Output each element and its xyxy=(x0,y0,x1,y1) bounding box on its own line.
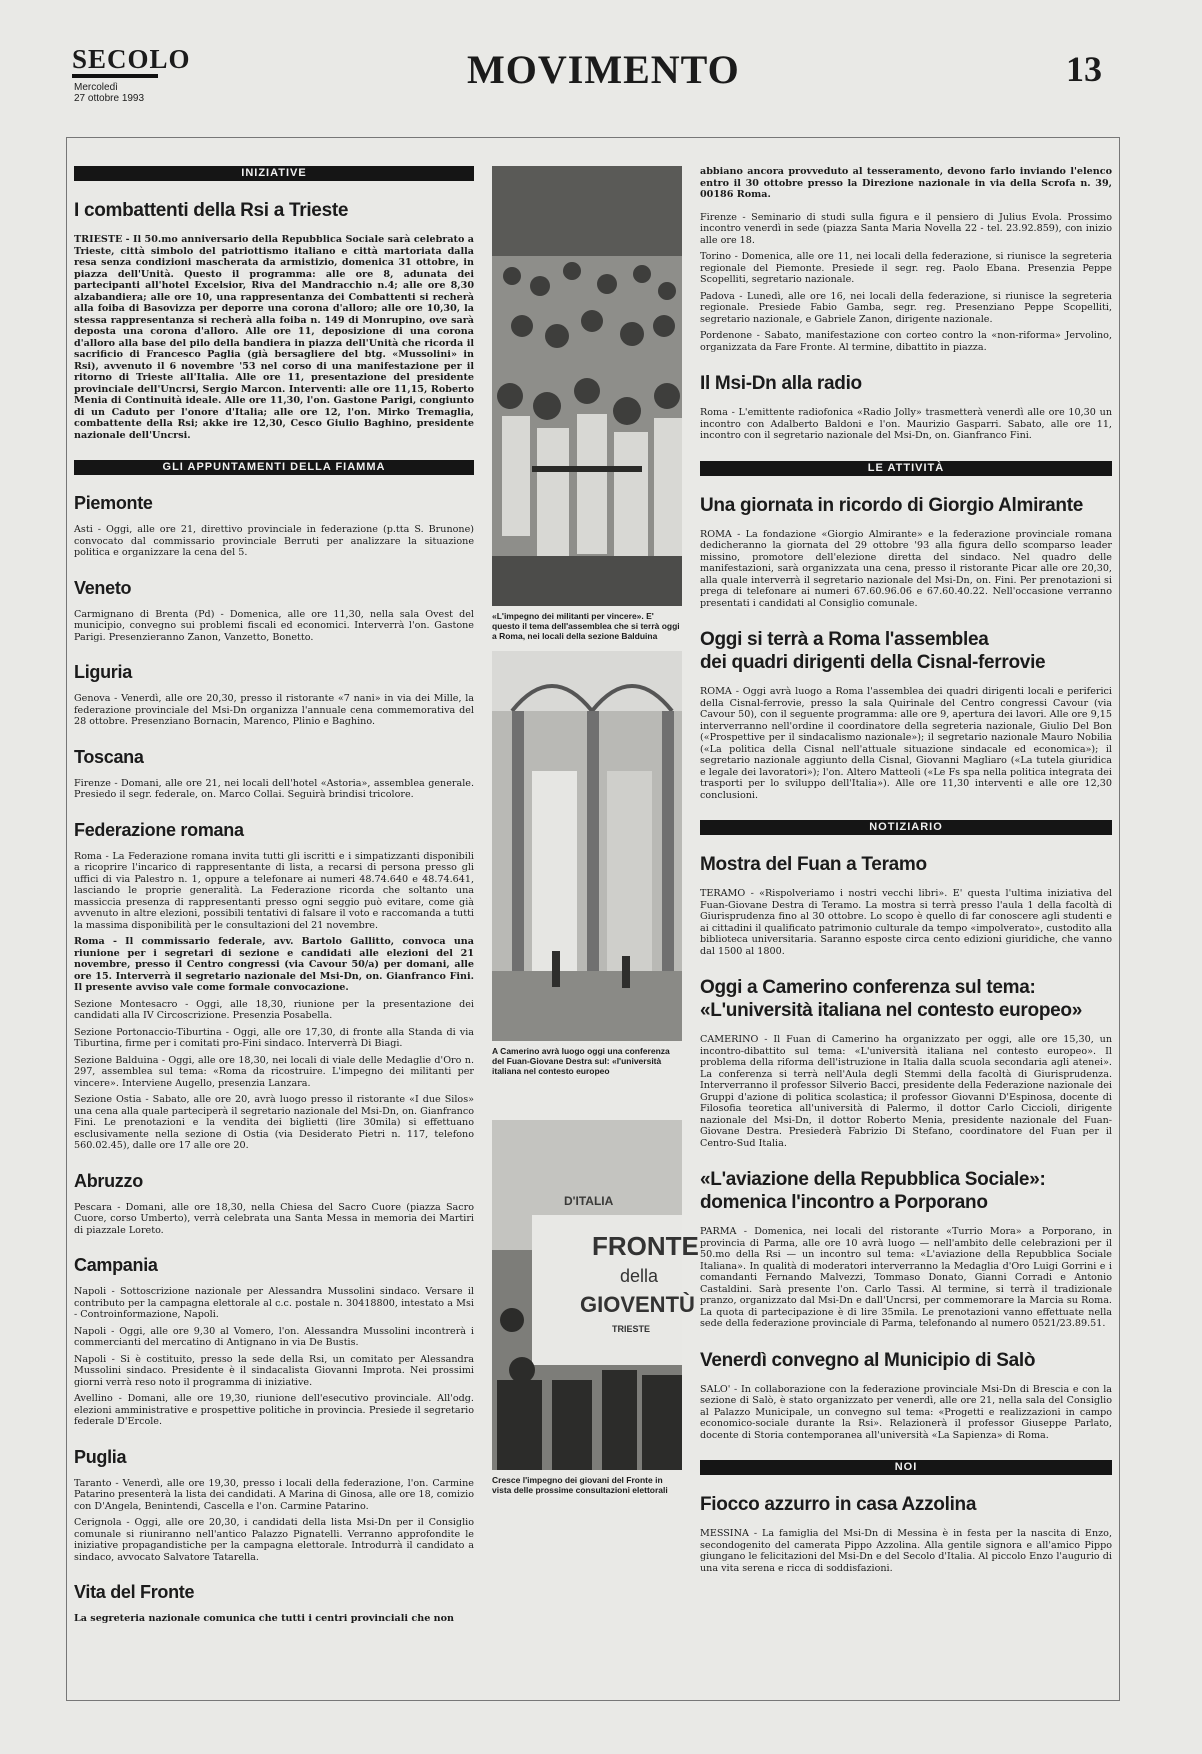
headline-aviazione-line1: «L'aviazione della Repubblica Sociale»: xyxy=(700,1169,1046,1190)
column-photos xyxy=(492,166,699,1716)
article-trieste: TRIESTE - Il 50.mo anniversario della Repubblica Sociale sarà celebrato a Trieste, città simbolo del patriottismo italiano e città martoriata dalla resa senza condizioni mascherata da armistizio, domenica 31 ottobre, in piazza dell'Unità. Questo il programma: alle ore 8, adunata dei partecipanti all'hotel Excelsior, Riva del Mandracchio n.4; alle ore 8,30 alzabandiera; alle ore 10, una rappresentanza dei Combattenti si recherà alla foiba di Basovizza per deporre una corona d'alloro; alle ore 10,30, la stessa rappresentanza si recherà alla foiba n. 149 di Monrupino, ove sarà deposta una corona d'alloro. Alle ore 11, deposizione di una corona d'alloro alla base del pilo della bandiera in piazza dell'Unità che ricorda il sacrificio di Francesco Paglia (già bersagliere del btg. «Mussolini» in Rsi), avvenuto il 6 novembre '53 nel corso di una manifestazione per il ritorno di Trieste all'Italia. Alle ore 11, presentazione del presidente provinciale dell'Uncrsi, Sergio Marcon. Interventi: alle ore 11,15, Roberto Menia di Continuità ideale. Alle ore 11,30, l'on. Gastone Parigi, congiunto di un Caduto per l'onore d'Italia; alle ore 12, l'on. Mirko Tremaglia, combattente della Rsi; akke ire 12,30, Cesco Giulio Baghino, presidente nazionale dell'Uncrsi. xyxy=(74,234,474,441)
crowd-illustration xyxy=(492,166,682,606)
heading-puglia: Puglia xyxy=(74,1446,127,1467)
heading-abruzzo: Abruzzo xyxy=(74,1170,143,1191)
text-campania-3: Napoli - Si è costituito, presso la sede della Rsi, un comitato per Alessandra Mussolini sindaco. Presidente è il sindacalista Giovanni Improta. Nei prossimi giorni verrà reso noto il programma di iniziative. xyxy=(74,1353,474,1388)
logo-underline xyxy=(72,74,158,78)
text-radio: Roma - L'emittente radiofonica «Radio Jolly» trasmetterà venerdì alle ore 10,30 un incontro con Adalberto Baldoni e l'on. Maurizio Gasparri. Sabato, alle ore 11, incontro con il segretario nazionale del Msi-Dn, on. Gianfranco Fini. xyxy=(700,407,1112,441)
text-roma-2: Roma - Il commissario federale, avv. Bartolo Gallitto, convoca una riunione per i segretari di sezione e candidati alle elezioni del 21 novembre, presso il Centro congressi (via Cavour 50/a) per domani, alle ore 15. Interverrà il segretario nazionale del Msi-Dn, on. Gianfranco Fini. Il presente avviso vale come formale convocazione. xyxy=(74,936,474,993)
text-almirante: ROMA - La fondazione «Giorgio Almirante» e la federazione provinciale romana dedicheranno la giornata del 29 ottobre '93 alla figura dello scomparso leader missino, promotore dell'elezione diretta del sindaco. Nel quadro delle manifestazioni, sarà organizzata una cena, presso il ristorante Picar alle ore 20,30, alla quale interverrà il segretario nazionale del Msi-Dn, on. Fini. Per prenotazioni si prega di telefonare ai numeri 67.60.96.06 e 67.60.40.22. Nell'occasione verranno presentati i candidati al Consiglio comunale. xyxy=(700,528,1112,609)
text-campania-1: Napoli - Sottoscrizione nazionale per Alessandra Mussolini sindaco. Versare il contributo per la campagna elettorale al c.c. postale n. 30418800, intestato a Msi - Controinformazione, Napoli. xyxy=(74,1286,474,1320)
banner-text-fronte: FRONTE xyxy=(592,1231,699,1261)
text-puglia-1: Taranto - Venerdì, alle ore 19,30, presso i locali della federazione, l'on. Carmine Patarino presenterà la lista dei candidati. A Marina di Ginosa, alle ore 18, comizio con D'Angela, Benintendi, Cascella e l'on. Carmine Patarino. xyxy=(74,1477,474,1512)
text-fuan-teramo: TERAMO - «Rispolveriamo i nostri vecchi libri». E' questa l'ultima iniziativa del Fuan-Giovane Destra di Teramo. La mostra si terrà presso l'aula 1 della facoltà di Giurisprudenza fino al 30 ottobre. Lo scopo è quello di far conoscere agli studenti e ai cittadini il qualificato patrimonio culturale da tempo «impolverato», custodito alla biblioteca universitaria. Saranno esposte circa cento edizioni giuridiche, che vanno dal 1500 al 1800. xyxy=(700,888,1112,957)
caption-camerino: A Camerino avrà luogo oggi una conferenza del Fuan-Giovane Destra sul: «l'università italiana nel contesto europeo xyxy=(492,1046,670,1076)
headline-camerino-line1: Oggi a Camerino conferenza sul tema: xyxy=(700,977,1036,998)
arcade-illustration xyxy=(492,651,682,1041)
headline-camerino xyxy=(700,976,1112,1022)
masthead xyxy=(72,44,1102,114)
heading-veneto: Veneto xyxy=(74,577,132,598)
section-title: MOVIMENTO xyxy=(467,47,740,92)
section-bar-noi: NOI xyxy=(700,1460,1112,1475)
date-text: 27 ottobre 1993 xyxy=(74,93,145,104)
section-bar-appuntamenti: GLI APPUNTAMENTI DELLA FIAMMA xyxy=(74,460,474,475)
text-cisnal: ROMA - Oggi avrà luogo a Roma l'assemblea dei quadri dirigenti locali e periferici della Cisnal-ferrovie, presso la sala Quirinale del Centro congressi Cavour (via Cavour 50), con il seguente programma: alle ore 9, apertura dei lavori. Alle ore 9,15 interverranno nell'ordine il coordinatore della segreteria nazionale, Giulio Del Bon («Prospettive per il sindacalismo nazionale»); il segretario nazionale Mauro Nobilia («La politica della Cisnal nell'attuale situazione sindacale ed economica»); il segretario nazionale aggiunto della Cisnal, Giovanni Magliaro («La tutela giuridica e legale dei lavoratori»); l'on. Altero Matteoli («Le Fs spa nella politica integrata dei trasporti per lo sviluppo dell'Italia»). Alle ore 11,30 interventi e alle ore 12,30 conclusioni. xyxy=(700,686,1112,801)
headline-radio: Il Msi-Dn alla radio xyxy=(700,373,862,394)
column-left xyxy=(74,166,474,1716)
banner-illustration xyxy=(492,1120,699,1470)
text-firenze-evola: Firenze - Seminario di studi sulla figura e il pensiero di Julius Evola. Prossimo incontro venerdì in sede (piazza Santa Maria Novella 22 - tel. 23.92.859), con inizio alle ore 18. xyxy=(700,211,1112,246)
headline-cisnal xyxy=(700,628,1112,674)
text-roma-6: Sezione Ostia - Sabato, alle ore 20, avrà luogo presso il ristorante «I due Silos» una cena alla quale parteciperà il segretario nazionale del Msi-Dn, on. Gianfranco Fini. Le prenotazioni e la vendita dei biglietti (lire 30mila) si effettuano esclusivamente nella sezione di Ostia (via Desiderato Pietri n. 117, telefono 560.02.45), dalle ore 17 alle ore 20. xyxy=(74,1094,474,1151)
heading-toscana: Toscana xyxy=(74,746,144,767)
caption-balduina: «L'impegno dei militanti per vincere». E' questo il tema dell'assemblea che si terrà oggi a Roma, nei locali della sezione Balduina xyxy=(492,611,680,641)
photo-crowd-assembly xyxy=(492,166,682,606)
text-abruzzo: Pescara - Domani, alle ore 18,30, nella Chiesa del Sacro Cuore (piazza Sacro Cuore, corso Umberto), verrà celebrata una Santa Messa in memoria dei Martiri di piazzale Loreto. xyxy=(74,1201,474,1236)
text-campania-4: Avellino - Domani, alle ore 19,30, riunione dell'esecutivo provinciale. All'odg. elezioni amministrative e prospettive politiche in provincia. Presiede il segretario federale D'Ercole. xyxy=(74,1393,474,1427)
headline-trieste: I combattenti della Rsi a Trieste xyxy=(74,200,349,221)
headline-cisnal-line1: Oggi si terrà a Roma l'assemblea xyxy=(700,629,989,650)
headline-almirante: Una giornata in ricordo di Giorgio Almirante xyxy=(700,494,1084,516)
section-bar-attivita: LE ATTIVITÀ xyxy=(700,461,1112,476)
headline-salo: Venerdì convegno al Municipio di Salò xyxy=(700,1349,1036,1371)
text-puglia-2: Cerignola - Oggi, alle ore 20,30, i candidati della lista Msi-Dn per il Consiglio comunale si riuniranno nell'antico Palazzo Pignatelli. Verranno approfondite le iniziative propagandistiche per la campagna elettorale. Introdurrà il candidato a sindaco, avvocato Salvatore Tatarella. xyxy=(74,1517,474,1563)
banner-text-della: della xyxy=(620,1266,659,1286)
text-vita-continued: abbiano ancora provveduto al tesseramento, devono farlo inviando l'elenco entro il 30 ottobre presso la Direzione nazionale in via della Scrofa n. 39, 00186 Roma. xyxy=(700,166,1112,200)
text-piemonte: Asti - Oggi, alle ore 21, direttivo provinciale in federazione (p.tta S. Brunone) convocato dal commissario provinciale Berruti per analizzare la situazione politica e organizzare la cena del 5. xyxy=(74,524,474,558)
text-roma-1: Roma - La Federazione romana invita tutti gli iscritti e i simpatizzanti disponibili a ricoprire l'incarico di rappresentante di lista, a recarsi di persona presso gli uffici di via Palestro n. 1, oppure a telefonare ai numeri 48.74.640 e 48.74.641, lasciando le proprie generalità. La Federazione ricorda che soltanto una massiccia presenza di rappresentanti presso ogni seggio può evitare, come già avvenuto in altre elezioni, possibili tentativi di falsare il voto e raccomanda a tutti la massima disponibilità per le consultazioni del 21 novembre. xyxy=(74,850,474,931)
day-text: Mercoledì xyxy=(74,82,118,93)
text-vita-del-fronte: La segreteria nazionale comunica che tutti i centri provinciali che non xyxy=(74,1613,454,1624)
text-roma-3: Sezione Montesacro - Oggi, alle 18,30, riunione per la presentazione dei candidati alla IV Circoscrizione. Presenzia Posabella. xyxy=(74,998,474,1021)
heading-campania: Campania xyxy=(74,1255,158,1275)
dateline xyxy=(74,82,144,104)
banner-text-trieste: TRIESTE xyxy=(612,1324,651,1334)
text-campania-2: Napoli - Oggi, alle ore 9,30 al Vomero, l'on. Alessandra Mussolini incontrerà i commercianti del mercatino di Antignano in via De Bustis. xyxy=(74,1325,474,1348)
text-roma-4: Sezione Portonaccio-Tiburtina - Oggi, alle ore 17,30, di fronte alla Standa di via Tiburtina, firme per i comitati pro-Fini sindaco. Interverrà Di Biagi. xyxy=(74,1026,474,1049)
headline-cisnal-line2: dei quadri dirigenti della Cisnal-ferrovie xyxy=(700,652,1046,673)
column-right xyxy=(700,166,1112,1716)
text-toscana: Firenze - Domani, alle ore 21, nei locali dell'hotel «Astoria», assemblea generale. Presiedo il segr. federale, on. Marco Collai. Seguirà brindisi tricolore. xyxy=(74,777,474,800)
banner-text-gioventu: GIOVENTÙ xyxy=(580,1292,695,1317)
text-liguria: Genova - Venerdì, alle ore 20,30, presso il ristorante «7 nani» in via dei Mille, la federazione provinciale del Msi-Dn organizza l'annuale cena commemorativa del 28 ottobre. Presenziano Bornacin, Marenco, Plinio e Baghino. xyxy=(74,693,474,727)
caption-fronte: Cresce l'impegno dei giovani del Fronte in vista delle prossime consultazioni elettorali xyxy=(492,1475,668,1495)
text-azzolina: MESSINA - La famiglia del Msi-Dn di Messina è in festa per la nascita di Enzo, secondogenito del camerata Pippo Azzolina. Alla gentile signora e all'amico Pippo giungano le felicitazioni del Msi-Dn e del Secolo d'Italia. Al piccolo Enzo l'augurio di una vita serena e ricca di soddisfazioni. xyxy=(700,1528,1112,1574)
text-camerino: CAMERINO - Il Fuan di Camerino ha organizzato per oggi, alle ore 15,30, un incontro-dibattito sul tema: «L'università italiana nel contesto europeo». Il problema della riforma dell'istruzione in Italia dalla scuola secondaria agli atenei». La conferenza si terrà nell'Aula degli Stemmi della facoltà di Giurisprudenza. Interverranno il professor Silverio Bacci, presidente della Federazione nazionale dei Gruppi d'azione di politica scolastica; il professor Giovanni D'Espinosa, docente di Filosofia teoretica all'università di Palermo, il dottor Carlo Ciccioli, dirigente nazionale del Msi-Dn, il dottor Roberto Menia, presidente nazionale del Fuan-Giovane Destra. Presiederà Fabrizio Di Stefano, coordinatore del Fuan per il Centro-Sud Italia. xyxy=(700,1034,1112,1149)
newspaper-logo: SECOLO xyxy=(72,44,191,74)
section-bar-notiziario: NOTIZIARIO xyxy=(700,820,1112,835)
headline-azzolina: Fiocco azzurro in casa Azzolina xyxy=(700,1494,977,1515)
text-torino: Torino - Domenica, alle ore 11, nei locali della federazione, si riunisce la segreteria regionale del Piemonte. Presiede il segr. reg. Paolo Ebana. Presenzia Peppe Scopelliti, segretario nazionale. xyxy=(700,251,1112,285)
heading-piemonte: Piemonte xyxy=(74,493,153,513)
photo-university-arcade xyxy=(492,651,682,1041)
text-aviazione: PARMA - Domenica, nei locali del ristorante «Turrio Mora» a Porporano, in provincia di Parma, alle ore 10 avrà luogo — nell'ambito delle celebrazioni per il 50.mo della Rsi — un incontro sul tema: «L'aviazione della Repubblica Sociale Italiana». In qualità di moderatori interverranno la Medaglia d'Oro Luigi Gorrini e i comandanti Fernando Malvezzi, Tommaso Donato, Gianni Corradi e Antonio Castaldini. Sarà presente l'on. Carlo Tassi. Al termine, si terrà il tradizionale pranzo, organizzato dal Msi-Dn e dall'Uncrsi, per commemorare la Marcia su Roma. La quota di partecipazione è di lire 35mila. Le prenotazioni vanno effettuate nella sede della federazione provinciale di Parma, telefonando al numero 0521/23.89.51. xyxy=(700,1226,1112,1329)
text-veneto: Carmignano di Brenta (Pd) - Domenica, alle ore 11,30, nella sala Ovest del municipio, convegno sui problemi fiscali ed economici. Interverrà l'on. Gastone Parigi. Presenzieranno Zanon, Vanzetto, Bonetto. xyxy=(74,608,474,643)
text-salo: SALO' - In collaborazione con la federazione provinciale Msi-Dn di Brescia e con la sezione di Salò, è stato organizzato per venerdì, alle ore 21, nella sala del Consiglio al Palazzo Municipale, un convegno sul tema: «Progetti e realizzazioni in campo economico-sociale durante la Rsi». Relazionerà il professor Giuseppe Parlato, docente di Storia contemporanea all'università «La Sapienza» di Roma. xyxy=(700,1383,1112,1441)
headline-fuan-teramo: Mostra del Fuan a Teramo xyxy=(700,854,927,875)
text-roma-5: Sezione Balduina - Oggi, alle ore 18,30, nei locali di viale delle Medaglie d'Oro n. 297, assemblea sul tema: «Roma da ricostruire. L'impegno dei militanti per vincere». Interviene Augello, presenzia Lanzara. xyxy=(74,1054,474,1089)
headline-camerino-line2: «L'università italiana nel contesto europeo» xyxy=(700,1000,1082,1021)
photo-fronte-gioventu xyxy=(492,1120,699,1470)
heading-federazione-romana: Federazione romana xyxy=(74,819,244,840)
heading-liguria: Liguria xyxy=(74,662,132,682)
banner-text-italia: D'ITALIA xyxy=(564,1194,614,1208)
heading-vita-del-fronte: Vita del Fronte xyxy=(74,1582,195,1602)
text-pordenone: Pordenone - Sabato, manifestazione con corteo contro la «non-riforma» Jervolino, organizzata da Fare Fronte. Al termine, dibattito in piazza. xyxy=(700,330,1112,353)
headline-aviazione xyxy=(700,1168,1112,1214)
headline-aviazione-line2: domenica l'incontro a Porporano xyxy=(700,1192,988,1213)
section-bar-iniziative: INIZIATIVE xyxy=(74,166,474,181)
text-padova: Padova - Lunedì, alle ore 16, nei locali della federazione, si riunisce la segreteria regionale. Presiede Fabio Gamba, segr. reg. Presenziano Peppe Scopelliti, segretario nazionale, e Gabriele Zanon, dirigente nazionale. xyxy=(700,290,1112,325)
page-number: 13 xyxy=(1066,49,1102,89)
